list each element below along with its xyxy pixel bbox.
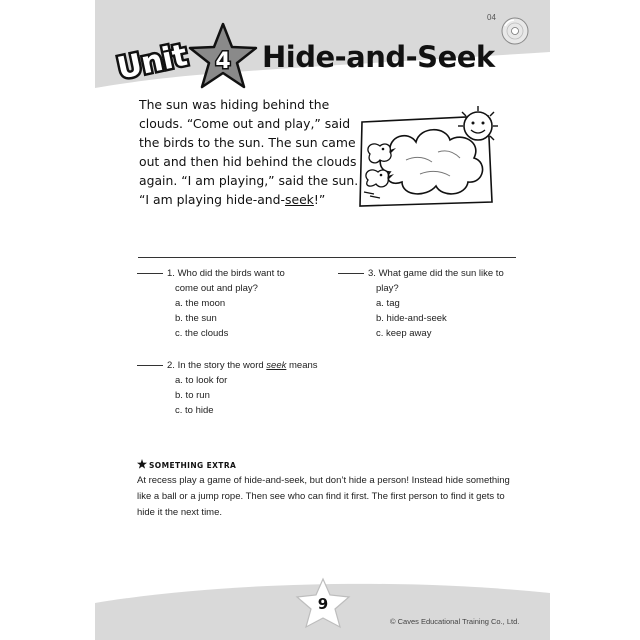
extra-line: like a ball or a jump rope. Then see who can find it first. The first person to find it gets to bbox=[137, 491, 505, 502]
answer-blank-3[interactable] bbox=[338, 273, 364, 274]
answer-blank-1[interactable] bbox=[137, 273, 163, 274]
question-3-option-a: a. tag bbox=[376, 298, 400, 309]
question-3-option-c: c. keep away bbox=[376, 328, 432, 339]
question-2-option-c: c. to hide bbox=[175, 405, 214, 416]
question-2-number: 2. bbox=[167, 360, 175, 371]
story-line: out and then hid behind the clouds bbox=[139, 154, 357, 169]
unit-word: Unit bbox=[114, 37, 191, 87]
something-extra-text bbox=[137, 473, 517, 521]
unit-word-icon bbox=[114, 38, 190, 87]
unit-number: 4 bbox=[215, 49, 231, 74]
question-1-option-a: a. the moon bbox=[175, 298, 226, 309]
question-3 bbox=[338, 266, 504, 341]
question-1-number: 1. bbox=[167, 268, 175, 279]
copyright-notice: © Caves Educational Training Co., Ltd. bbox=[390, 617, 520, 626]
question-3-prompt-line2: play? bbox=[376, 283, 399, 294]
unit-star-icon bbox=[190, 24, 256, 87]
question-3-number: 3. bbox=[368, 268, 376, 279]
question-2-keyword: seek bbox=[266, 360, 287, 371]
audio-cd-icon[interactable] bbox=[500, 16, 530, 46]
star-icon bbox=[137, 459, 147, 469]
extra-line: At recess play a game of hide-and-seek, but don’t hide a person! Instead hide something bbox=[137, 475, 510, 486]
question-1-option-b: b. the sun bbox=[175, 313, 217, 324]
question-1-prompt bbox=[137, 266, 285, 281]
story-line: The sun was hiding behind the bbox=[139, 97, 330, 112]
question-3-prompt bbox=[338, 266, 504, 281]
question-3-prompt-line1: What game did the sun like to bbox=[378, 268, 504, 279]
cloud-icon bbox=[380, 130, 482, 194]
question-1-prompt-line1: Who did the birds want to bbox=[177, 268, 285, 279]
something-extra-label: SOMETHING EXTRA bbox=[149, 461, 237, 470]
question-2-prompt-after: means bbox=[286, 360, 318, 371]
question-1 bbox=[137, 266, 285, 341]
question-2-option-b: b. to run bbox=[175, 390, 210, 401]
question-3-option-b: b. hide-and-seek bbox=[376, 313, 447, 324]
story-last-line bbox=[139, 190, 344, 209]
unit-badge bbox=[111, 22, 259, 90]
story-last-line-start: “I am playing hide-and- bbox=[139, 192, 285, 207]
story-last-line-end: !” bbox=[313, 192, 326, 207]
story-line: again. “I am playing,” said the sun. bbox=[139, 173, 359, 188]
sun-and-cloud-illustration bbox=[350, 102, 500, 214]
question-1-prompt-line2: come out and play? bbox=[175, 283, 258, 294]
question-2 bbox=[137, 358, 318, 418]
something-extra-heading bbox=[137, 459, 236, 470]
story-line: the birds to the sun. The sun came bbox=[139, 135, 356, 150]
question-2-prompt-before: In the story the word bbox=[177, 360, 267, 371]
story-line: clouds. “Come out and play,” said bbox=[139, 116, 351, 131]
story-passage bbox=[139, 95, 359, 209]
story-underlined-word: seek bbox=[284, 192, 314, 207]
page-number: 9 bbox=[317, 595, 329, 613]
question-2-prompt bbox=[137, 358, 318, 373]
unit-title: Hide-and-Seek bbox=[262, 40, 495, 74]
answer-blank-2[interactable] bbox=[137, 365, 163, 366]
section-divider bbox=[138, 257, 516, 258]
sun-icon bbox=[458, 106, 498, 140]
track-number: 04 bbox=[487, 13, 496, 22]
question-2-option-a: a. to look for bbox=[175, 375, 228, 386]
question-1-option-c: c. the clouds bbox=[175, 328, 229, 339]
extra-line: hide it the next time. bbox=[137, 507, 223, 518]
